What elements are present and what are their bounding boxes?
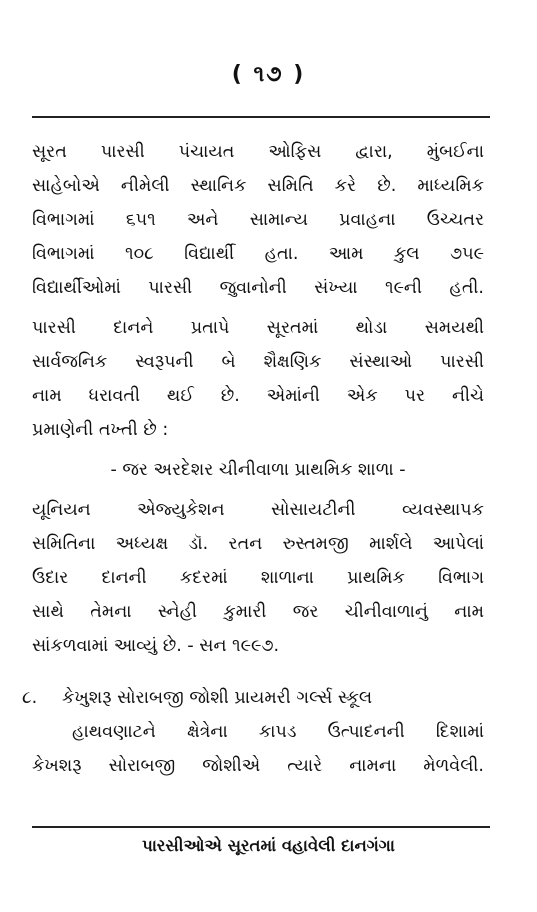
plaque-title: - જર અરદેશર ચીનીવાળા પ્રાથમિક શાળા - bbox=[110, 460, 406, 480]
text-line: સમિતિના અધ્યક્ષ ડૉ. રતન રુસ્તમજી માર્શલે આપેલાં bbox=[32, 534, 484, 554]
text-line: વિદ્યાર્થીઓમાં પારસી જુવાનોની સંખ્યા ૧૯ની હતી. bbox=[32, 278, 484, 298]
page-body bbox=[22, 135, 484, 783]
text-line: સાર્વજનિક સ્વરૂપની બે શૈક્ષણિક સંસ્થાઓ પારસી bbox=[32, 352, 484, 372]
running-footer: પારસીઓએ સૂરતમાં વહાવેલી દાનગંગા bbox=[142, 836, 395, 855]
plaque-text bbox=[32, 493, 484, 663]
page-number: ( ૧૭ ) bbox=[231, 62, 306, 87]
paragraph bbox=[32, 311, 484, 447]
plaque-title-block bbox=[32, 453, 484, 487]
text-line: સાહેબોએ નીમેલી સ્થાનિક સમિતિ કરે છે. માધ્યમિક bbox=[32, 176, 484, 196]
footer-rule bbox=[32, 826, 490, 828]
list-item-title: કેખુશરૂ સોરાબજી જોશી પ્રાયમરી ગર્લ્સ સ્કૂલ bbox=[62, 688, 373, 708]
text-line: યૂનિયન એજ્યુકેશન સોસાયટીની વ્યવસ્થાપક bbox=[32, 500, 484, 520]
text-line: સૂરત પારસી પંચાયત ઓફિસ દ્વારા, મુંબઈના bbox=[32, 142, 484, 162]
text-line: પારસી દાનને પ્રતાપે સૂરતમાં થોડા સમયથી bbox=[32, 318, 484, 338]
header-rule bbox=[32, 116, 490, 118]
list-item-number: ૮. bbox=[22, 688, 38, 708]
text-line: હાથવણાટને ક્ષેત્રેના કાપડ ઉત્પાદનની દિશામાં bbox=[72, 722, 484, 742]
text-line: સાંકળવામાં આવ્યું છે. - સન ૧૯૯૭. bbox=[32, 636, 280, 656]
text-line: નામ ધરાવતી થઈ છે. એમાંની એક પર નીચે bbox=[32, 386, 484, 406]
text-line: ઉદાર દાનની કદરમાં શાળાના પ્રાથમિક વિભાગ bbox=[32, 568, 484, 588]
text-line: કેખશરૂ સોરાબજી જોશીએ ત્યારે નામના મેળવેલી. bbox=[32, 756, 484, 776]
list-item bbox=[22, 681, 484, 783]
text-line: પ્રમાણેની તખ્તી છે : bbox=[32, 420, 169, 440]
text-line: વિભાગમાં ૬૫૧ અને સામાન્ય પ્રવાહના ઉચ્ચતર bbox=[32, 210, 484, 230]
paragraph bbox=[32, 135, 484, 305]
text-line: વિભાગમાં ૧૦૮ વિદ્યાર્થી હતા. આમ કુલ ૭૫૯ bbox=[32, 244, 484, 264]
text-line: સાથે તેમના સ્નેહી કુમારી જર ચીનીવાળાનું નામ bbox=[32, 602, 484, 622]
